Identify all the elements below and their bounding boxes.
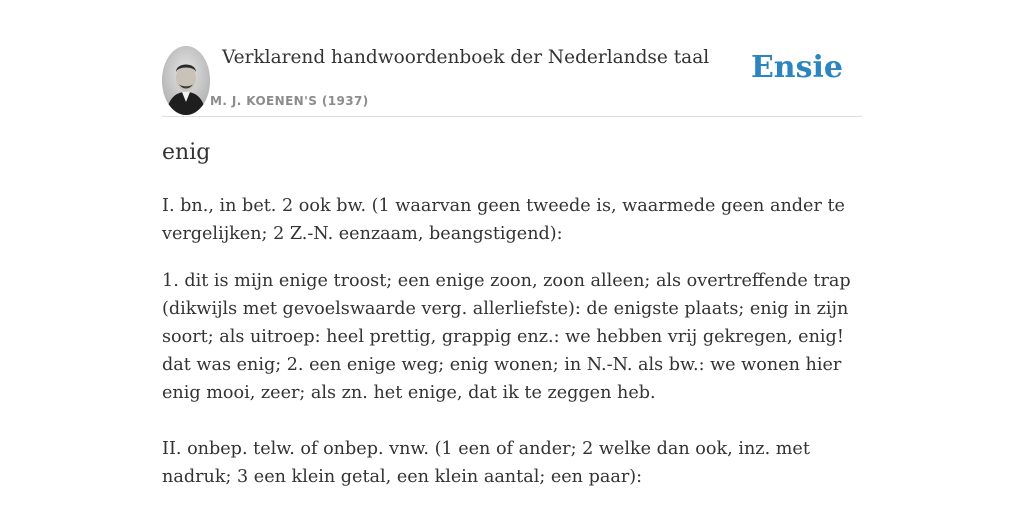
site-header [162,46,862,117]
ensie-logo-link[interactable]: Ensie [750,50,843,85]
portrait-image [162,46,210,115]
dictionary-title: Verklarend handwoordenboek der Nederlandse taal [222,47,710,68]
author-portrait [162,46,210,115]
dictionary-author: M. J. KOENEN'S (1937) [210,94,369,108]
entry-content [162,192,862,491]
entry-headword: enig [162,140,211,165]
entry-paragraph: II. onbep. telw. of onbep. vnw. (1 een of ander; 2 welke dan ook, inz. met nadruk; 3 een klein getal, een klein aantal; een paar): [162,439,810,487]
entry-paragraph: I. bn., in bet. 2 ook bw. (1 waarvan geen tweede is, waarmede geen ander te vergelijken; 2 Z.-N. eenzaam, beangstigend): [162,196,845,244]
entry-paragraph: 1. dit is mijn enige troost; een enige zoon, zoon alleen; als overtreffende trap (dikwijls met gevoelswaarde verg. allerliefste): de enigste plaats; enig in zijn soort; als uitroep: heel prettig, grappig enz.: we hebben vrij gekregen, enig! dat was enig; 2. een enige weg; enig wonen; in N.-N. als bw.: we wonen hier enig mooi, zeer; als zn. het enige, dat ik te zeggen heb. [162,271,851,403]
